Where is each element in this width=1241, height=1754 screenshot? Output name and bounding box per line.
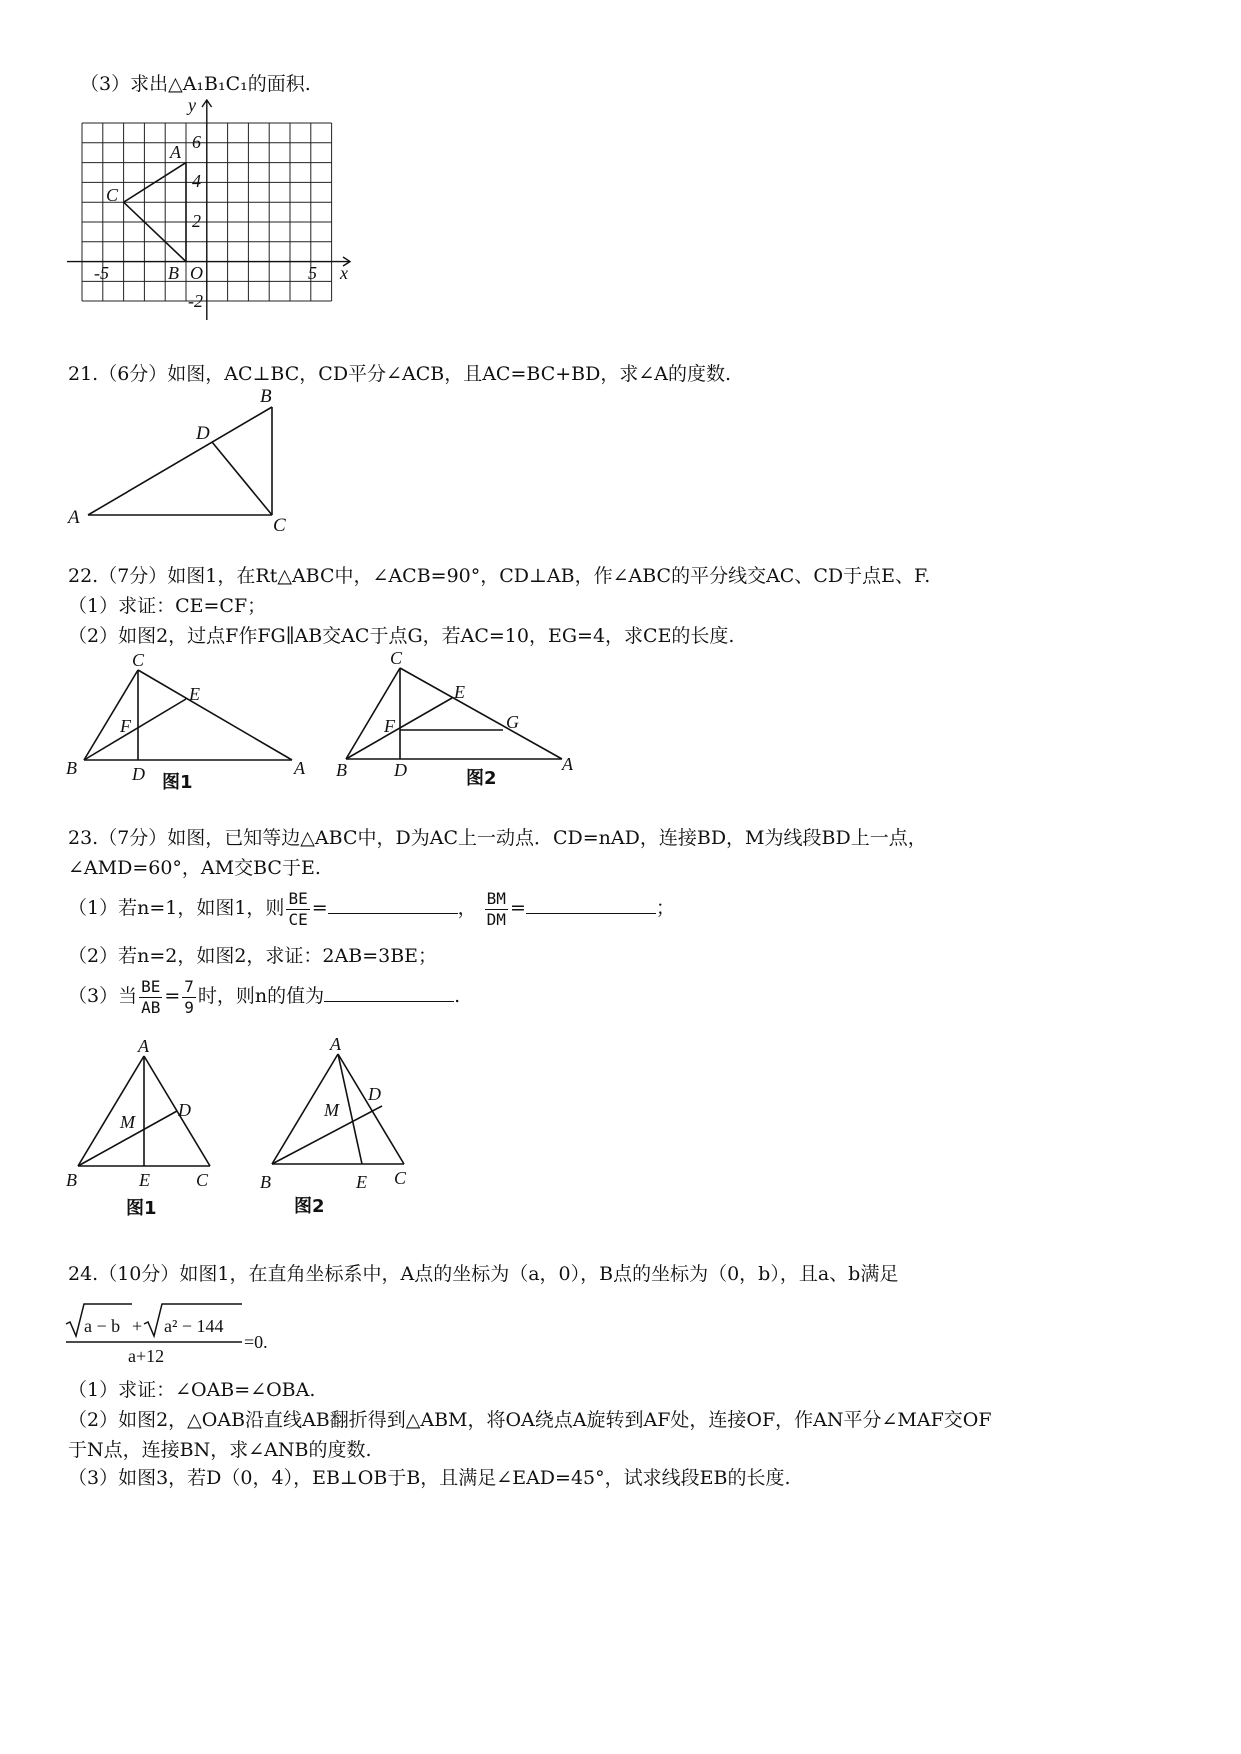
label-d: D	[178, 1100, 191, 1120]
tick-2: 2	[192, 211, 201, 231]
triangle-abc	[124, 163, 186, 262]
q24-part2-line2: 于N点，连接BN，求∠ANB的度数.	[68, 1439, 372, 1461]
q21-figure	[62, 385, 302, 533]
q23-part2: （2）若n=2，如图2，求证：2AB=3BE；	[68, 945, 438, 967]
tick-5: 5	[308, 263, 317, 283]
fraction-bm-dm	[485, 889, 508, 930]
label-d: D	[394, 760, 407, 780]
q23-part3: （3）当 $\frac{BE}{AB}$ = $\frac{7}{9}$ 时，则n的值为 .	[68, 976, 461, 1017]
tick-neg5: -5	[94, 263, 109, 283]
label-e: E	[189, 684, 200, 704]
label-b: B	[336, 760, 347, 780]
q24-part3: （3）如图3，若D（0，4），EB⊥OB于B，且满足∠EAD=45°，试求线段EB的长度.	[68, 1467, 791, 1489]
answer-blank-1[interactable]	[328, 897, 458, 914]
label-c: C	[394, 1168, 407, 1188]
q23-part3-suffix: 时，则n的值为	[197, 985, 325, 1007]
q21-text: 21.（6分）如图，AC⊥BC，CD平分∠ACB，且AC=BC+BD，求∠A的度数.	[68, 363, 732, 385]
label-m: M	[324, 1100, 339, 1120]
frac-num: BE	[288, 888, 308, 908]
label-a: A	[330, 1036, 341, 1054]
q24-text: 24.（10分）如图1，在直角坐标系中，A点的坐标为（a，0），B点的坐标为（0，b），且a、b满足	[68, 1263, 899, 1285]
label-a: A	[562, 754, 573, 774]
label-e: E	[356, 1172, 367, 1192]
caption-fig1: 图1	[126, 1198, 157, 1219]
q20-part3: （3）求出△A₁B₁C₁的面积.	[80, 73, 311, 95]
frac-num: 7	[184, 976, 194, 996]
label-a: A	[138, 1036, 149, 1056]
caption-fig2: 图2	[466, 768, 497, 789]
frac-den: DM	[486, 909, 506, 929]
label-b: B	[168, 263, 179, 283]
label-c: C	[273, 515, 286, 533]
label-c: C	[390, 650, 403, 668]
q24-part1: （1）求证：∠OAB=∠OBA.	[68, 1379, 316, 1401]
frac-den: CE	[288, 909, 308, 929]
sqrt-arg-1: a − b	[84, 1316, 121, 1336]
label-d: D	[132, 764, 145, 784]
label-g: G	[506, 712, 519, 732]
q23-figure-1	[62, 1036, 232, 1226]
label-b: B	[260, 1172, 271, 1192]
answer-blank-2[interactable]	[526, 897, 656, 914]
label-f: F	[384, 716, 395, 736]
label-a: A	[294, 758, 305, 778]
frac-num: BE	[141, 976, 161, 996]
label-a: A	[68, 507, 80, 528]
label-c: C	[196, 1170, 209, 1190]
formula-denominator: a+12	[128, 1346, 165, 1366]
q23-figure-2	[258, 1036, 428, 1226]
formula-equals-zero: =0.	[244, 1332, 268, 1352]
q22-part2: （2）如图2，过点F作FG∥AB交AC于点G，若AC=10，EG=4，求CE的长度.	[68, 625, 735, 647]
tick-neg2: -2	[188, 291, 203, 311]
label-c: C	[106, 185, 119, 205]
q24-part2-line1: （2）如图2，△OAB沿直线AB翻折得到△ABM，将OA绕点A旋转到AF处，连接OF，作AN平分∠MAF交OF	[68, 1409, 992, 1431]
label-y: y	[188, 95, 196, 115]
frac-den: AB	[141, 997, 161, 1017]
label-f: F	[120, 716, 131, 736]
fraction-7-9	[182, 977, 196, 1018]
label-c: C	[132, 650, 145, 670]
q23-text-1: 23.（7分）如图，已知等边△ABC中，D为AC上一动点．CD=nAD，连接BD，M为线段BD上一点，	[68, 827, 927, 849]
label-a: A	[170, 142, 181, 162]
label-e: E	[139, 1170, 150, 1190]
label-x: x	[340, 263, 348, 283]
q23-part3-prefix: （3）当	[68, 985, 138, 1007]
coordinate-grid-figure	[62, 95, 362, 325]
label-b: B	[66, 758, 77, 778]
label-m: M	[120, 1112, 135, 1132]
q23-text-2: ∠AMD=60°，AM交BC于E.	[68, 857, 321, 879]
caption-fig1: 图1	[162, 772, 193, 793]
q22-part1: （1）求证：CE=CF；	[68, 595, 267, 617]
equals-sign: =	[164, 985, 181, 1007]
label-o: O	[190, 263, 203, 283]
tick-4: 4	[192, 171, 201, 191]
q24-formula	[62, 1296, 292, 1366]
q22-figure-1	[62, 650, 322, 800]
caption-fig2: 图2	[294, 1196, 325, 1217]
frac-den: 9	[184, 997, 194, 1017]
label-d: D	[368, 1084, 381, 1104]
q22-text: 22.（7分）如图1，在Rt△ABC中，∠ACB=90°，CD⊥AB，作∠ABC的平分线交AC、CD于点E、F.	[68, 565, 931, 587]
q23-part1-prefix: （1）若n=1，如图1，则	[68, 897, 285, 919]
fraction-be-ce	[286, 889, 309, 930]
plus-sign: +	[132, 1316, 143, 1336]
q23-part1: （1）若n=1，如图1，则 $\frac{BE}{CE}$ = ， $\frac{BM}{DM}$ = ；	[68, 888, 675, 929]
label-d: D	[196, 423, 210, 444]
fraction-be-ab	[139, 977, 162, 1018]
frac-num: BM	[486, 888, 506, 908]
answer-blank-3[interactable]	[324, 985, 454, 1002]
label-e: E	[454, 682, 465, 702]
sqrt-arg-2: a² − 144	[164, 1316, 224, 1336]
label-b: B	[260, 386, 272, 407]
label-b: B	[66, 1170, 77, 1190]
q22-figure-2	[328, 650, 588, 800]
tick-6: 6	[192, 132, 201, 152]
